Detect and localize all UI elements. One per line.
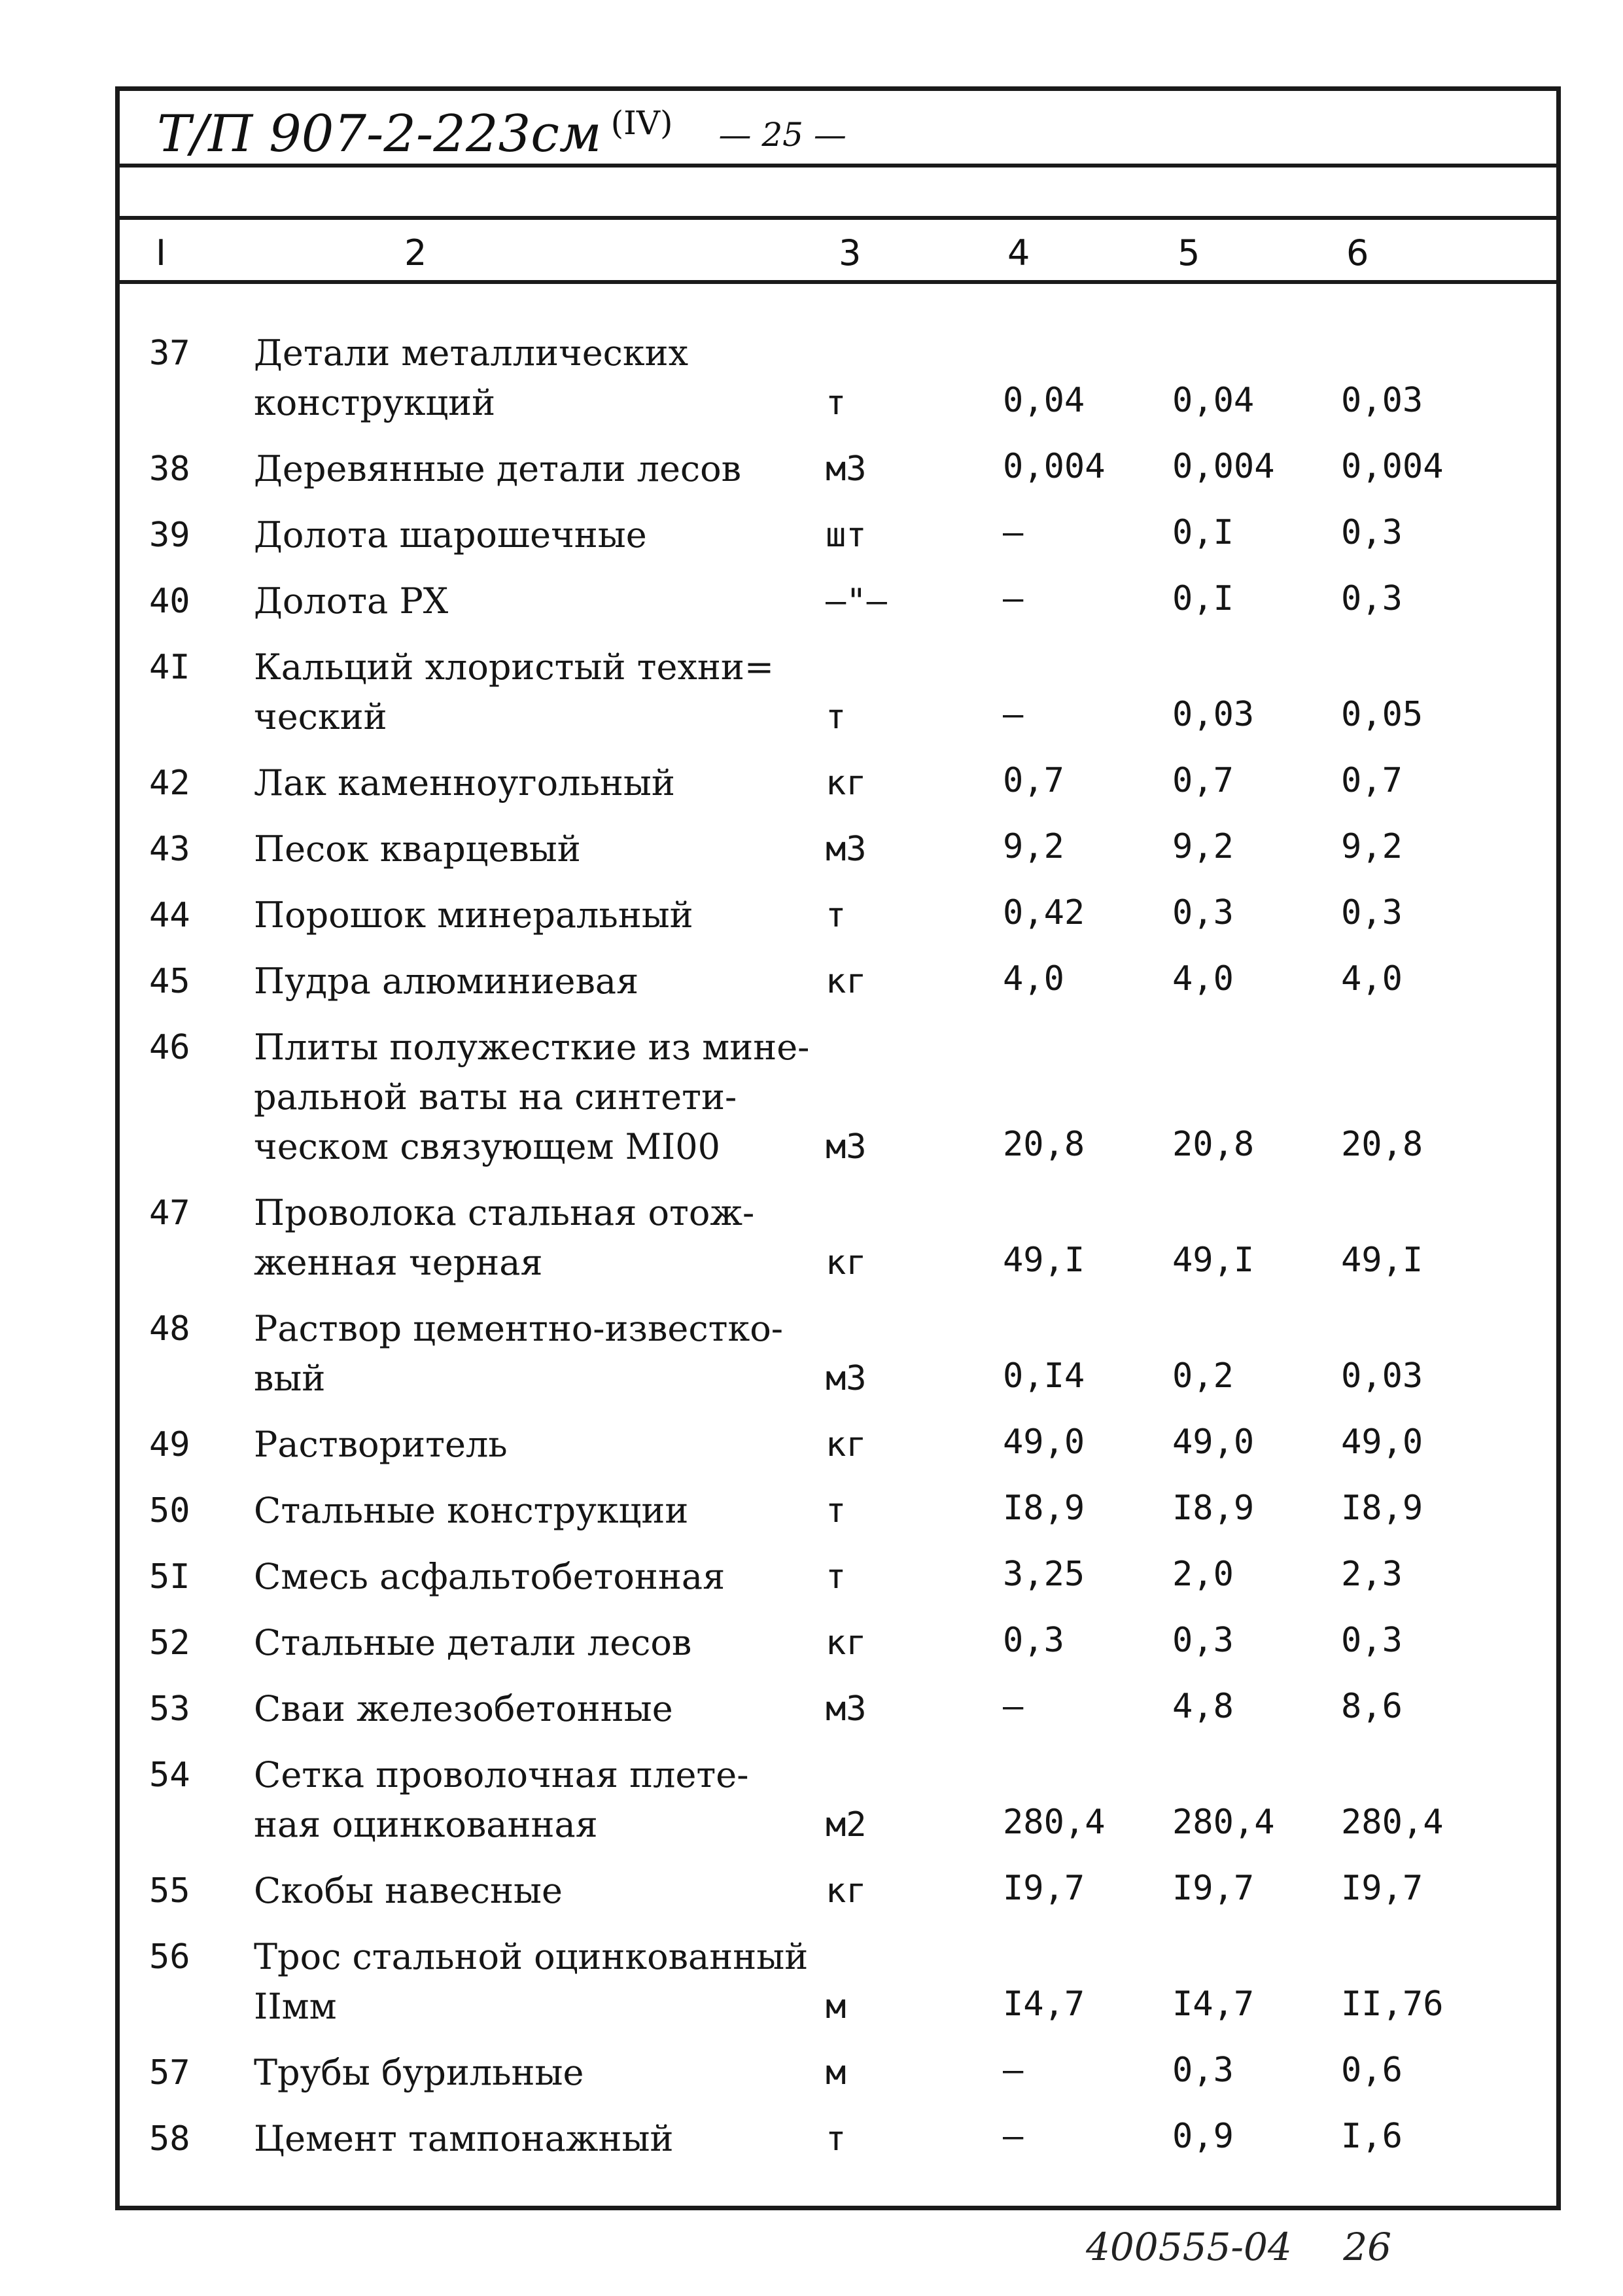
value-col-4: 0,04 — [1003, 381, 1085, 420]
value-col-6: 49,0 — [1341, 1422, 1423, 1462]
value-col-4: 0,004 — [1003, 447, 1106, 486]
unit-cell: м — [826, 1987, 846, 2026]
unit-cell: м3 — [826, 450, 867, 489]
value-col-5: 0,3 — [1172, 893, 1234, 932]
value-col-6: 0,004 — [1341, 447, 1444, 486]
value-col-4: – — [1003, 579, 1024, 618]
value-col-4: – — [1003, 513, 1024, 552]
value-col-4: – — [1003, 695, 1024, 734]
material-name: Песок кварцевый — [254, 828, 581, 870]
unit-cell: шт — [826, 516, 867, 555]
footer-stamp — [1086, 2225, 1391, 2269]
unit-cell: кг — [826, 764, 867, 803]
value-col-6: II,76 — [1341, 1985, 1444, 2024]
value-col-5: 49,I — [1172, 1241, 1255, 1280]
material-name: Раствор цементно-известко- — [254, 1308, 783, 1349]
column-header-5: 5 — [1178, 232, 1200, 274]
value-col-5: 49,0 — [1172, 1422, 1255, 1462]
row-number: 56 — [149, 1937, 190, 1977]
material-name: конструкций — [254, 382, 496, 423]
material-name: ральной ваты на синтети- — [254, 1076, 737, 1118]
value-col-4: – — [1003, 1687, 1024, 1726]
column-header-3: 3 — [839, 232, 862, 274]
material-name: Долота шарошечные — [254, 514, 647, 556]
unit-cell: т — [826, 1557, 846, 1597]
row-number: 44 — [149, 896, 190, 935]
value-col-5: 0,I — [1172, 513, 1234, 552]
row-number: 37 — [149, 334, 190, 373]
value-col-4: 3,25 — [1003, 1555, 1085, 1594]
column-header-4: 4 — [1007, 232, 1030, 274]
unit-cell: кг — [826, 962, 867, 1001]
value-col-5: 0,04 — [1172, 381, 1255, 420]
material-name: Плиты полужесткие из мине- — [254, 1027, 810, 1068]
row-number: 42 — [149, 764, 190, 803]
value-col-6: 280,4 — [1341, 1803, 1444, 1842]
unit-cell: кг — [826, 1623, 867, 1663]
header-divider — [115, 164, 1561, 168]
row-number: 50 — [149, 1491, 190, 1530]
value-col-6: 0,3 — [1341, 579, 1403, 618]
value-col-6: 4,0 — [1341, 959, 1403, 998]
value-col-6: 9,2 — [1341, 827, 1403, 866]
value-col-5: 20,8 — [1172, 1125, 1255, 1164]
value-col-6: I,6 — [1341, 2117, 1403, 2156]
value-col-6: 8,6 — [1341, 1687, 1403, 1726]
value-col-4: I9,7 — [1003, 1869, 1085, 1908]
unit-cell: кг — [826, 1871, 867, 1911]
value-col-6: 49,I — [1341, 1241, 1423, 1280]
value-col-4: 49,0 — [1003, 1422, 1085, 1462]
row-number: 39 — [149, 516, 190, 555]
value-col-5: 280,4 — [1172, 1803, 1275, 1842]
row-number: 54 — [149, 1756, 190, 1795]
material-name: женная черная — [254, 1242, 543, 1283]
unit-cell: –"– — [826, 582, 887, 621]
value-col-6: 0,7 — [1341, 761, 1403, 800]
page-number: — 25 — — [718, 116, 846, 154]
doc-suffix: (IV) — [610, 104, 673, 142]
document-stamp — [157, 105, 846, 164]
value-col-4: I4,7 — [1003, 1985, 1085, 2024]
row-number: 58 — [149, 2119, 190, 2159]
material-name: Скобы навесные — [254, 1870, 563, 1911]
column-header-1: I — [156, 232, 166, 274]
unit-cell: м — [826, 2053, 846, 2093]
value-col-4: 4,0 — [1003, 959, 1064, 998]
row-number: 45 — [149, 962, 190, 1001]
archive-code: 400555-04 — [1086, 2225, 1292, 2269]
material-name: Смесь асфальтобетонная — [254, 1556, 725, 1597]
row-number: 52 — [149, 1623, 190, 1663]
value-col-4: 0,7 — [1003, 761, 1064, 800]
row-number: 57 — [149, 2053, 190, 2093]
unit-cell: м3 — [826, 1689, 867, 1729]
value-col-5: I4,7 — [1172, 1985, 1255, 2024]
unit-cell: т — [826, 896, 846, 935]
material-name: Трос стальной оцинкованный — [254, 1936, 809, 1977]
doc-code: Т/П 907-2-223см — [157, 105, 602, 164]
value-col-6: 0,3 — [1341, 893, 1403, 932]
value-col-6: 0,03 — [1341, 1356, 1423, 1396]
unit-cell: м3 — [826, 1127, 867, 1167]
unit-cell: м2 — [826, 1805, 867, 1845]
column-header-6: 6 — [1346, 232, 1369, 274]
material-name: Порошок минеральный — [254, 894, 693, 936]
unit-cell: т — [826, 1491, 846, 1530]
column-header-bottom-rule — [115, 280, 1561, 284]
value-col-6: I9,7 — [1341, 1869, 1423, 1908]
value-col-5: I8,9 — [1172, 1489, 1255, 1528]
row-number: 46 — [149, 1028, 190, 1067]
material-name: ная оцинкованная — [254, 1804, 598, 1845]
material-name: Пудра алюминиевая — [254, 961, 639, 1002]
material-name: Кальций хлористый техни= — [254, 646, 775, 688]
row-number: 47 — [149, 1193, 190, 1233]
material-name: Сетка проволочная плете- — [254, 1754, 749, 1795]
value-col-6: 0,3 — [1341, 1621, 1403, 1660]
unit-cell: т — [826, 383, 846, 423]
unit-cell: м3 — [826, 1359, 867, 1398]
value-col-5: I9,7 — [1172, 1869, 1255, 1908]
value-col-5: 0,3 — [1172, 1621, 1234, 1660]
column-header-2: 2 — [404, 232, 427, 274]
material-name: Цемент тампонажный — [254, 2118, 674, 2159]
value-col-5: 0,2 — [1172, 1356, 1234, 1396]
row-number: 49 — [149, 1425, 190, 1464]
value-col-5: 9,2 — [1172, 827, 1234, 866]
value-col-4: – — [1003, 2117, 1024, 2156]
material-name: ческий — [254, 696, 387, 737]
unit-cell: т — [826, 2119, 846, 2159]
material-name: Стальные конструкции — [254, 1490, 689, 1531]
material-name: Проволока стальная отож- — [254, 1192, 755, 1233]
value-col-6: 0,3 — [1341, 513, 1403, 552]
value-col-5: 0,9 — [1172, 2117, 1234, 2156]
sheet-number: 26 — [1343, 2225, 1392, 2269]
material-name: вый — [254, 1358, 326, 1399]
value-col-6: 2,3 — [1341, 1555, 1403, 1594]
row-number: 5I — [149, 1557, 190, 1597]
column-header-top-rule — [115, 216, 1561, 220]
material-name: Детали металлических — [254, 332, 689, 374]
value-col-6: 0,05 — [1341, 695, 1423, 734]
unit-cell: т — [826, 698, 846, 737]
value-col-6: 20,8 — [1341, 1125, 1423, 1164]
value-col-5: 2,0 — [1172, 1555, 1234, 1594]
row-number: 4I — [149, 648, 190, 687]
value-col-4: 0,42 — [1003, 893, 1085, 932]
value-col-4: 0,3 — [1003, 1621, 1064, 1660]
row-number: 40 — [149, 582, 190, 621]
row-number: 38 — [149, 450, 190, 489]
value-col-6: I8,9 — [1341, 1489, 1423, 1528]
value-col-5: 0,7 — [1172, 761, 1234, 800]
value-col-4: I8,9 — [1003, 1489, 1085, 1528]
row-number: 55 — [149, 1871, 190, 1911]
value-col-4: 0,I4 — [1003, 1356, 1085, 1396]
material-name: Растворитель — [254, 1424, 508, 1465]
material-name: Деревянные детали лесов — [254, 448, 742, 489]
value-col-5: 0,I — [1172, 579, 1234, 618]
value-col-4: 49,I — [1003, 1241, 1085, 1280]
unit-cell: кг — [826, 1425, 867, 1464]
material-name: Трубы бурильные — [254, 2052, 584, 2093]
row-number: 53 — [149, 1689, 190, 1729]
value-col-6: 0,03 — [1341, 381, 1423, 420]
value-col-5: 4,0 — [1172, 959, 1234, 998]
material-name: Долота РХ — [254, 580, 449, 622]
material-name: Стальные детали лесов — [254, 1622, 692, 1663]
material-name: IIмм — [254, 1986, 337, 2027]
material-name: ческом связующем МI00 — [254, 1126, 720, 1167]
unit-cell: кг — [826, 1243, 867, 1282]
value-col-4: 280,4 — [1003, 1803, 1106, 1842]
value-col-5: 0,03 — [1172, 695, 1255, 734]
material-name: Сваи железобетонные — [254, 1688, 673, 1729]
row-number: 48 — [149, 1309, 190, 1349]
value-col-4: 20,8 — [1003, 1125, 1085, 1164]
value-col-5: 4,8 — [1172, 1687, 1234, 1726]
value-col-5: 0,004 — [1172, 447, 1275, 486]
value-col-4: 9,2 — [1003, 827, 1064, 866]
unit-cell: м3 — [826, 830, 867, 869]
value-col-6: 0,6 — [1341, 2051, 1403, 2090]
value-col-5: 0,3 — [1172, 2051, 1234, 2090]
row-number: 43 — [149, 830, 190, 869]
material-name: Лак каменноугольный — [254, 762, 675, 804]
value-col-4: – — [1003, 2051, 1024, 2090]
